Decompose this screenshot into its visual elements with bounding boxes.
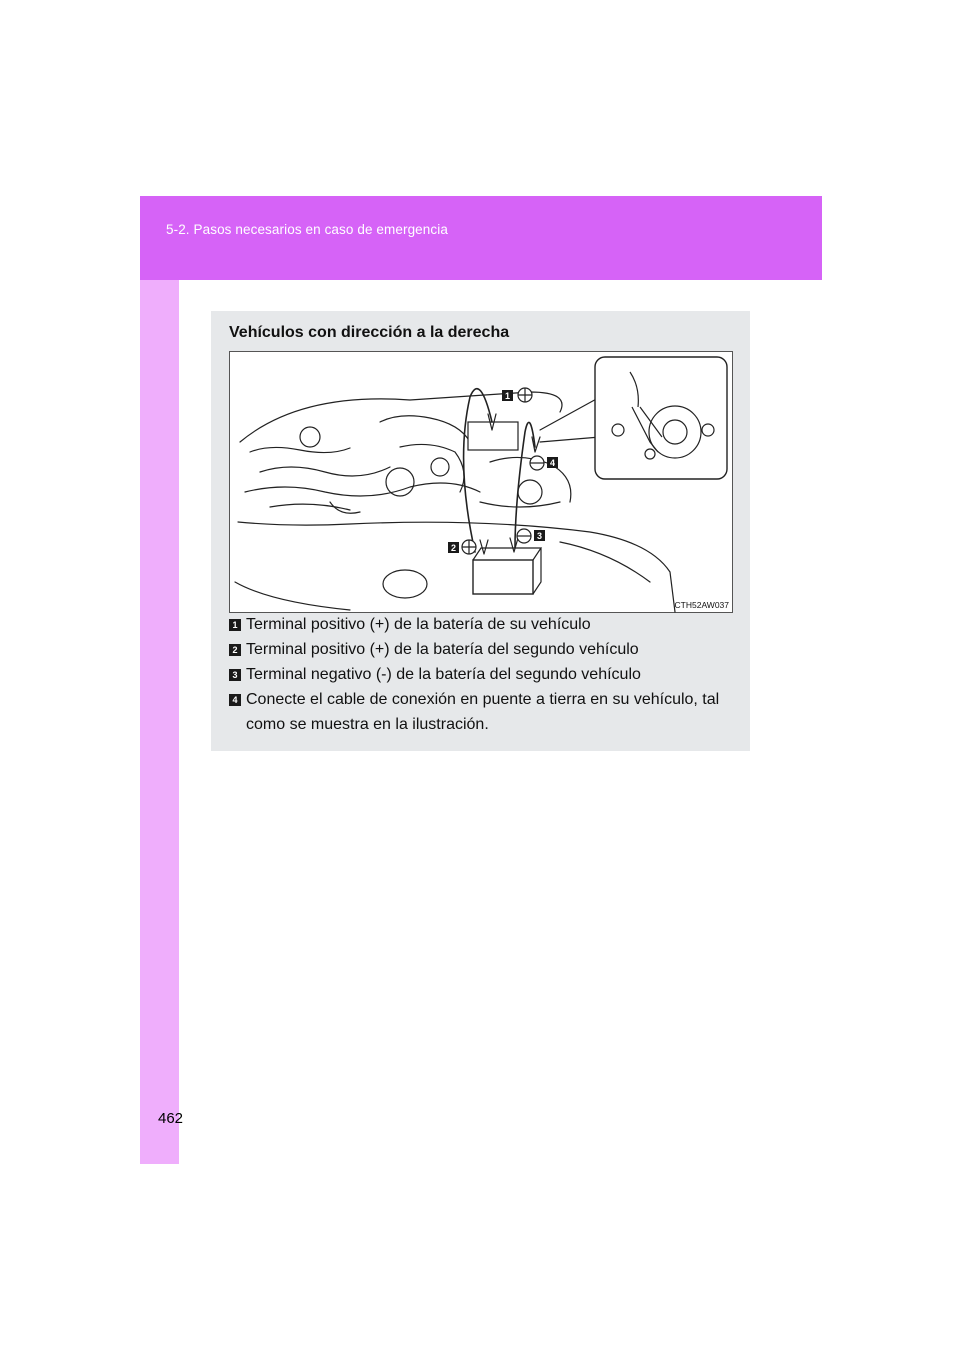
callout-label: 4 [549, 458, 556, 468]
callout-1 [502, 388, 532, 402]
page-number: 462 [158, 1110, 184, 1127]
callout-label: 1 [504, 391, 511, 401]
figure-code: CTH52AW037 [674, 600, 729, 610]
second-battery [473, 560, 533, 594]
number-badge: 4 [229, 694, 241, 706]
panel-title: Vehículos con dirección a la derecha [229, 324, 510, 341]
item-text: Terminal negativo (-) de la batería del segundo vehículo [246, 666, 641, 683]
header-band [140, 196, 822, 280]
callout-2 [448, 540, 476, 554]
section-title: 5-2. Pasos necesarios en caso de emergencia [166, 222, 448, 237]
callout-label: 2 [450, 543, 457, 553]
ground-detail-inset [595, 357, 727, 479]
number-badge: 3 [229, 669, 241, 681]
item-text: Conecte el cable de conexión en puente a tierra en su vehículo, tal como se muestra en la ilustración. [246, 691, 720, 733]
positive-cable [464, 389, 492, 552]
callout-3 [517, 529, 545, 543]
number-badge: 2 [229, 644, 241, 656]
car-emblem [383, 570, 427, 598]
jump-start-illustration [229, 351, 733, 613]
engine-bay-drawing [230, 352, 734, 614]
item-text: Terminal positivo (+) de la batería del segundo vehículo [246, 641, 639, 658]
callout-4 [530, 456, 558, 470]
number-badge: 1 [229, 619, 241, 631]
car-front-outline [238, 522, 675, 612]
callout-label: 3 [536, 531, 543, 541]
side-strip [140, 280, 179, 1164]
item-text: Terminal positivo (+) de la batería de su vehículo [246, 616, 591, 633]
